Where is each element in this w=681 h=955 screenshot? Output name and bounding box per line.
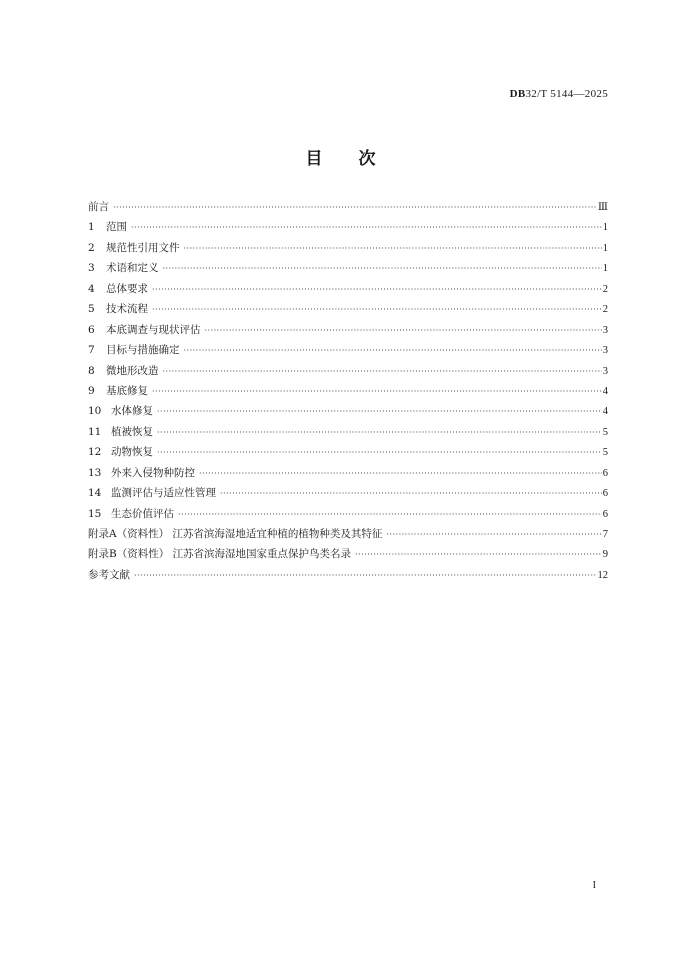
toc-entry-references[interactable] <box>88 567 608 587</box>
toc-entry-6[interactable] <box>88 322 608 342</box>
toc-dot-leader <box>157 448 602 457</box>
toc-entry-number: 7 <box>88 344 95 357</box>
toc-entry-number: 3 <box>88 262 95 275</box>
toc-entry-page: 3 <box>602 345 608 357</box>
toc-entry-number: 1 <box>88 221 95 234</box>
toc-dot-leader <box>205 326 602 335</box>
toc-entry-5[interactable] <box>88 301 608 321</box>
standard-code <box>510 88 608 100</box>
toc-entry-number: 10 <box>88 405 102 418</box>
toc-entry-label: 3 术语和定义 <box>88 262 159 275</box>
toc-entry-page: 5 <box>602 447 608 459</box>
page-title: 目次 <box>305 149 412 169</box>
toc-entry-label: 参考文献 <box>88 568 130 581</box>
toc-entry-page: 4 <box>602 385 608 397</box>
toc-entry-page: 6 <box>602 508 608 520</box>
toc-entry-14[interactable] <box>88 485 608 505</box>
toc-entry-page: Ⅲ <box>597 202 608 213</box>
toc-entry-label: 12 动物恢复 <box>88 446 153 459</box>
toc-entry-number: 13 <box>88 466 102 479</box>
toc-entry-page: 7 <box>602 529 608 540</box>
toc-entry-4[interactable] <box>88 281 608 301</box>
toc-entry-label: 7 目标与措施确定 <box>88 344 180 357</box>
toc-entry-page: 4 <box>602 406 608 418</box>
toc-entry-label: 前言 <box>88 201 109 213</box>
toc-entry-page: 9 <box>602 549 608 561</box>
toc-entry-label: 2 规范性引用文件 <box>88 241 180 254</box>
toc-entry-10[interactable] <box>88 403 608 423</box>
standard-code-prefix: DB <box>509 88 526 100</box>
toc-entry-page: 5 <box>602 426 608 438</box>
toc-entry-label: 附录B（资料性） 江苏省滨海湿地国家重点保护鸟类名录 <box>88 548 352 561</box>
toc-entry-page: 2 <box>602 283 608 295</box>
toc-entry-label: 6 本底调查与现状评估 <box>88 323 201 336</box>
toc-entry-label: 13 外来入侵物种防控 <box>88 466 195 479</box>
toc-entry-page: 3 <box>602 365 608 377</box>
toc-entry-label: 8 微地形改造 <box>88 364 159 377</box>
toc-entry-label: 4 总体要求 <box>88 282 148 295</box>
toc-dot-leader <box>163 367 602 376</box>
toc-entry-page: 3 <box>602 324 608 336</box>
toc-dot-leader <box>152 285 602 294</box>
toc-entry-page: 1 <box>602 222 608 234</box>
toc-dot-leader <box>152 387 602 396</box>
toc-dot-leader <box>355 550 602 559</box>
toc-dot-leader <box>178 510 602 519</box>
toc-entry-number: 8 <box>88 364 95 377</box>
toc-dot-leader <box>184 346 602 355</box>
toc-entry-foreword[interactable] <box>88 199 608 219</box>
toc-entry-number: 9 <box>88 384 95 397</box>
toc-entry-number: 12 <box>88 446 102 459</box>
toc-entry-label: 10 水体修复 <box>88 405 153 418</box>
toc-entry-page: 1 <box>602 263 608 275</box>
toc-entry-12[interactable] <box>88 444 608 464</box>
toc-entry-label: 15 生态价值评估 <box>88 507 174 520</box>
toc-entry-number: 4 <box>88 282 95 295</box>
toc-dot-leader <box>157 407 602 416</box>
standard-code-number: 32/T 5144—2025 <box>525 88 608 100</box>
toc-entry-number: 6 <box>88 323 95 336</box>
toc-dot-leader <box>131 223 602 232</box>
toc-dot-leader <box>163 264 602 273</box>
toc-dot-leader <box>113 203 597 212</box>
toc-entry-9[interactable] <box>88 383 608 403</box>
toc-entry-2[interactable] <box>88 240 608 260</box>
toc-entry-page: 2 <box>602 304 608 316</box>
toc-entry-8[interactable] <box>88 363 608 383</box>
toc-entry-15[interactable] <box>88 506 608 526</box>
toc-entry-number: 2 <box>88 241 95 254</box>
toc-entry-11[interactable] <box>88 424 608 444</box>
toc-entry-appendix-a[interactable] <box>88 526 608 546</box>
toc-dot-leader <box>199 469 602 478</box>
toc-dot-leader <box>152 305 602 314</box>
toc-dot-leader <box>220 489 602 498</box>
table-of-contents <box>88 199 608 587</box>
toc-entry-page: 6 <box>602 488 608 500</box>
toc-entry-13[interactable] <box>88 465 608 485</box>
toc-entry-page: 6 <box>602 467 608 479</box>
toc-dot-leader <box>157 428 602 437</box>
toc-entry-number: 11 <box>88 425 102 438</box>
toc-dot-leader <box>184 244 602 253</box>
toc-dot-leader <box>386 530 601 539</box>
toc-entry-label: 9 基底修复 <box>88 384 148 397</box>
toc-entry-7[interactable] <box>88 342 608 362</box>
toc-entry-3[interactable] <box>88 260 608 280</box>
page-number: I <box>592 880 596 891</box>
toc-entry-label: 14 监测评估与适应性管理 <box>88 487 216 500</box>
toc-entry-label: 附录A（资料性） 江苏省滨海湿地适宜种植的植物种类及其特征 <box>88 528 383 540</box>
toc-entry-number: 14 <box>88 487 102 500</box>
toc-dot-leader <box>134 571 597 580</box>
toc-entry-page: 1 <box>602 242 608 254</box>
toc-entry-1[interactable] <box>88 219 608 239</box>
toc-entry-number: 5 <box>88 303 95 316</box>
toc-entry-label: 1 范围 <box>88 221 127 234</box>
toc-entry-label: 11 植被恢复 <box>88 425 153 438</box>
toc-entry-label: 5 技术流程 <box>88 303 148 316</box>
toc-entry-appendix-b[interactable] <box>88 546 608 566</box>
toc-entry-number: 15 <box>88 507 102 520</box>
toc-entry-page: 12 <box>597 569 608 581</box>
